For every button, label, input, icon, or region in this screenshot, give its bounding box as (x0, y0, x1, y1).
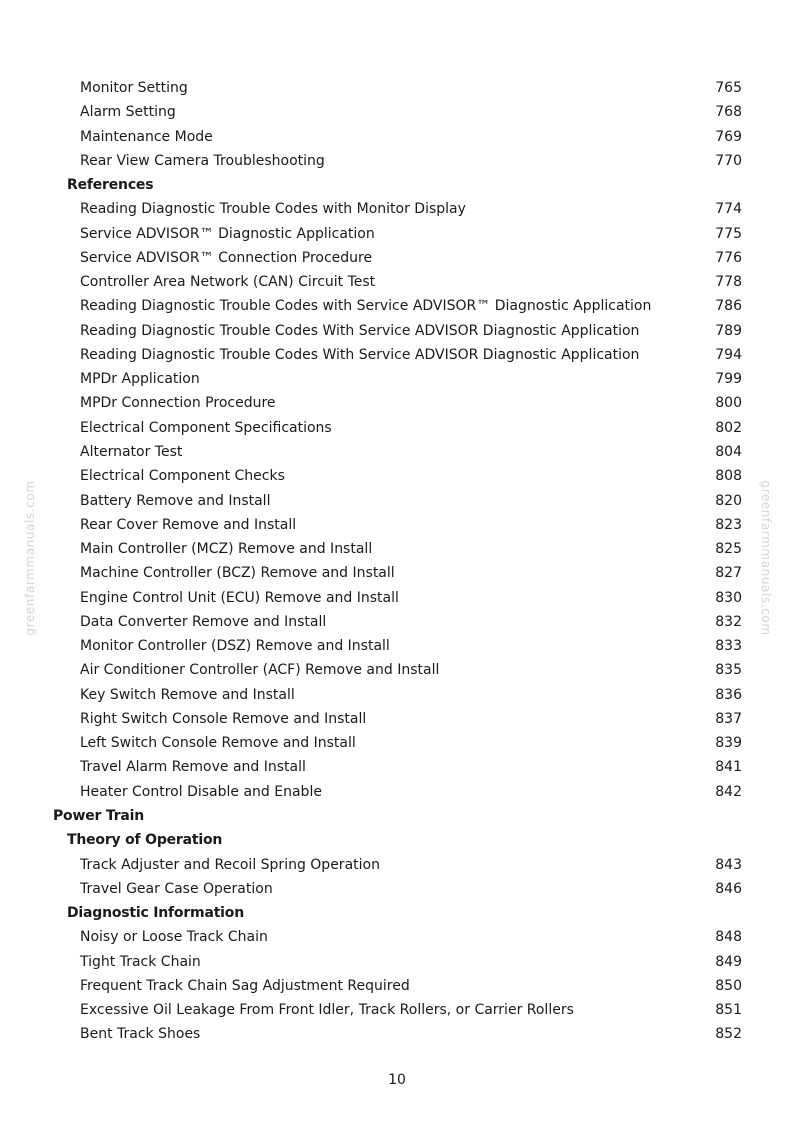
toc-entry-page-number: 770 (715, 152, 742, 169)
toc-entry[interactable] (0, 391, 794, 415)
toc-entry[interactable] (0, 197, 794, 221)
toc-entry-page-number: 794 (715, 346, 742, 363)
toc-entry-page-number: 786 (715, 298, 742, 315)
toc-entry-title: Left Switch Console Remove and Install (80, 735, 356, 752)
toc-entry-title: Power Train (53, 807, 145, 824)
toc-entry-title: Air Conditioner Controller (ACF) Remove and Install (80, 662, 440, 679)
toc-entry[interactable] (0, 246, 794, 270)
toc-entry-page-number: 804 (715, 443, 742, 460)
toc-entry-page-number: 800 (715, 395, 742, 412)
toc-entry[interactable] (0, 974, 794, 998)
toc-entry[interactable] (0, 367, 794, 391)
toc-entry[interactable] (0, 950, 794, 974)
toc-entry-title: Maintenance Mode (80, 128, 213, 145)
toc-entry-page-number: 841 (715, 759, 742, 776)
toc-entry[interactable] (0, 683, 794, 707)
toc-entry[interactable] (0, 222, 794, 246)
toc-entry[interactable] (0, 513, 794, 537)
toc-entry-page-number: 799 (715, 371, 742, 388)
toc-entry-page-number: 789 (715, 322, 742, 339)
toc-entry-page-number: 823 (715, 516, 742, 533)
toc-entry-title: Bent Track Shoes (80, 1026, 201, 1043)
watermark-left: greenfarmmanuals.com (23, 480, 37, 636)
toc-entry-title: Alarm Setting (80, 104, 176, 121)
toc-entry[interactable] (0, 440, 794, 464)
toc-entry-page-number: 849 (715, 953, 742, 970)
toc-entry[interactable] (0, 76, 794, 100)
toc-entry[interactable] (0, 877, 794, 901)
toc-entry-page-number: 839 (715, 735, 742, 752)
toc-entry-title: MPDr Application (80, 371, 200, 388)
toc-entry-title: Reading Diagnostic Trouble Codes with Monitor Display (80, 201, 466, 218)
toc-entry[interactable] (0, 270, 794, 294)
toc-entry-title: Travel Gear Case Operation (80, 880, 273, 897)
table-of-contents (0, 76, 794, 1047)
toc-entry[interactable] (0, 319, 794, 343)
toc-entry[interactable] (0, 610, 794, 634)
toc-entry-page-number: 846 (715, 880, 742, 897)
toc-entry-title: Travel Alarm Remove and Install (80, 759, 306, 776)
toc-entry-title: Heater Control Disable and Enable (80, 783, 322, 800)
toc-entry-page-number: 832 (715, 613, 742, 630)
toc-entry[interactable] (0, 707, 794, 731)
toc-entry-title: Frequent Track Chain Sag Adjustment Required (80, 977, 410, 994)
toc-entry-page-number: 769 (715, 128, 742, 145)
toc-entry[interactable] (0, 925, 794, 949)
toc-entry-title: Monitor Setting (80, 80, 188, 96)
toc-entry-page-number: 830 (715, 589, 742, 606)
toc-entry[interactable] (0, 853, 794, 877)
toc-entry[interactable] (0, 586, 794, 610)
toc-entry-title: Reading Diagnostic Trouble Codes With Service ADVISOR Diagnostic Application (80, 346, 640, 363)
toc-entry-page-number: 775 (715, 225, 742, 242)
toc-entry-page-number: 833 (715, 638, 742, 655)
toc-entry[interactable] (0, 780, 794, 804)
toc-section-heading (0, 173, 794, 197)
toc-entry-title: Diagnostic Information (67, 905, 244, 922)
toc-entry-title: Machine Controller (BCZ) Remove and Install (80, 565, 395, 582)
toc-entry-title: Service ADVISOR™ Diagnostic Application (80, 225, 375, 242)
toc-entry-page-number: 835 (715, 662, 742, 679)
toc-entry[interactable] (0, 658, 794, 682)
toc-entry[interactable] (0, 294, 794, 318)
toc-entry-title: Tight Track Chain (80, 953, 201, 970)
toc-entry-page-number: 842 (715, 783, 742, 800)
toc-entry-page-number: 836 (715, 686, 742, 703)
toc-entry-title: Noisy or Loose Track Chain (80, 929, 268, 946)
toc-entry-title: Rear View Camera Troubleshooting (80, 152, 325, 169)
toc-entry-page-number: 765 (715, 80, 742, 96)
toc-entry-page-number: 768 (715, 104, 742, 121)
toc-entry-page-number: 774 (715, 201, 742, 218)
toc-entry[interactable] (0, 731, 794, 755)
toc-entry-page-number: 808 (715, 468, 742, 485)
toc-entry-page-number: 850 (715, 977, 742, 994)
toc-entry-title: Key Switch Remove and Install (80, 686, 295, 703)
toc-section-heading (0, 901, 794, 925)
toc-entry[interactable] (0, 149, 794, 173)
toc-entry[interactable] (0, 1022, 794, 1046)
toc-entry-title: Service ADVISOR™ Connection Procedure (80, 249, 373, 266)
toc-entry[interactable] (0, 755, 794, 779)
toc-section-heading (0, 804, 794, 828)
toc-entry-title: Controller Area Network (CAN) Circuit Test (80, 274, 376, 291)
toc-entry-title: Theory of Operation (67, 832, 223, 849)
toc-entry-title: Right Switch Console Remove and Install (80, 710, 367, 727)
toc-entry-title: Track Adjuster and Recoil Spring Operation (80, 856, 380, 873)
toc-entry-title: MPDr Connection Procedure (80, 395, 276, 412)
toc-entry-page-number: 825 (715, 541, 742, 558)
toc-entry[interactable] (0, 125, 794, 149)
toc-entry-title: Rear Cover Remove and Install (80, 516, 297, 533)
toc-entry-title: Excessive Oil Leakage From Front Idler, Track Rollers, or Carrier Rollers (80, 1002, 574, 1019)
toc-entry-title: Reading Diagnostic Trouble Codes with Service ADVISOR™ Diagnostic Application (80, 298, 652, 315)
toc-entry-title: Electrical Component Specifications (80, 419, 332, 436)
watermark-right: greenfarmmanuals.com (759, 480, 773, 636)
toc-entry[interactable] (0, 634, 794, 658)
toc-entry-title: Monitor Controller (DSZ) Remove and Install (80, 638, 390, 655)
toc-entry-title: Data Converter Remove and Install (80, 613, 327, 630)
toc-entry[interactable] (0, 537, 794, 561)
toc-entry-page-number: 852 (715, 1026, 742, 1043)
toc-entry[interactable] (0, 998, 794, 1022)
toc-entry[interactable] (0, 489, 794, 513)
toc-entry-page-number: 778 (715, 274, 742, 291)
toc-entry-page-number: 837 (715, 710, 742, 727)
page-number: 10 (388, 1072, 406, 1088)
toc-entry-title: Engine Control Unit (ECU) Remove and Install (80, 589, 399, 606)
toc-entry[interactable] (0, 100, 794, 124)
toc-section-heading (0, 828, 794, 852)
toc-entry-title: References (67, 177, 154, 194)
toc-entry-page-number: 851 (715, 1002, 742, 1019)
toc-entry[interactable] (0, 464, 794, 488)
toc-entry-title: Battery Remove and Install (80, 492, 271, 509)
toc-entry[interactable] (0, 561, 794, 585)
toc-entry-title: Reading Diagnostic Trouble Codes With Service ADVISOR Diagnostic Application (80, 322, 640, 339)
toc-entry[interactable] (0, 416, 794, 440)
toc-entry-page-number: 848 (715, 929, 742, 946)
toc-entry-page-number: 776 (715, 249, 742, 266)
toc-entry-page-number: 843 (715, 856, 742, 873)
toc-entry-title: Electrical Component Checks (80, 468, 285, 485)
toc-entry-page-number: 827 (715, 565, 742, 582)
toc-entry-page-number: 802 (715, 419, 742, 436)
toc-entry-page-number: 820 (715, 492, 742, 509)
toc-entry[interactable] (0, 343, 794, 367)
toc-entry-title: Alternator Test (80, 443, 183, 460)
toc-entry-title: Main Controller (MCZ) Remove and Install (80, 541, 373, 558)
